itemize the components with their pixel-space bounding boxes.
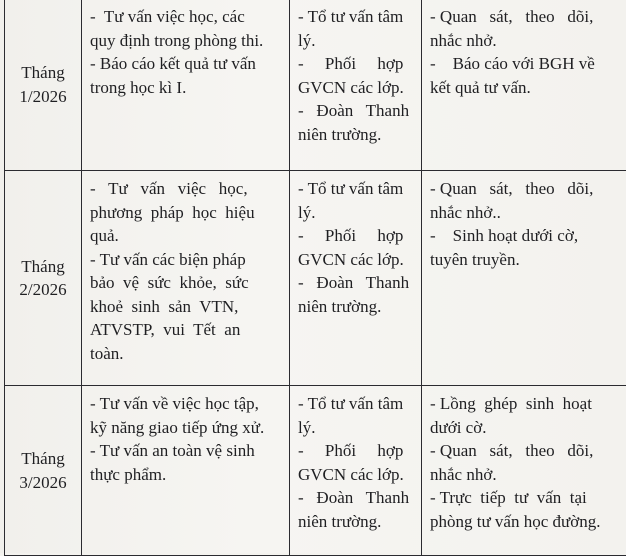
text-line: lý. [298, 201, 415, 225]
text-line: nhắc nhở.. [430, 201, 620, 225]
text-line: quy định trong phòng thi. [90, 29, 283, 53]
text-line: nhắc nhở. [430, 29, 620, 53]
month-label-line: Tháng [7, 61, 79, 85]
text-line: - Báo cáo kết quả tư vấn [90, 52, 283, 76]
text-line: - Đoàn Thanh [298, 99, 415, 123]
activities-cell [82, 386, 290, 556]
text-line: - Tư vấn về việc học tập, [90, 392, 283, 416]
text-line: GVCN các lớp. [298, 463, 415, 487]
list-item [430, 392, 620, 439]
text-line: - Tư vấn việc học, các [90, 5, 283, 29]
list-item [298, 5, 415, 52]
list-item [298, 486, 415, 533]
text-line: phương pháp học hiệu [90, 201, 283, 225]
table-row [5, 0, 626, 171]
list-item [298, 52, 415, 99]
evaluation-cell [422, 171, 626, 386]
text-line: - Tổ tư vấn tâm [298, 5, 415, 29]
coordination-cell [290, 171, 422, 386]
table-row [5, 171, 626, 386]
counseling-plan-table [4, 0, 626, 556]
coordination-cell [290, 0, 422, 171]
table-body [5, 0, 626, 556]
list-item [298, 177, 415, 224]
text-line: bảo vệ sức khỏe, sức [90, 271, 283, 295]
text-line: - Đoàn Thanh [298, 271, 415, 295]
list-item [90, 392, 283, 439]
text-line: - Tư vấn việc học, [90, 177, 283, 201]
month-label-line: 1/2026 [7, 85, 79, 109]
evaluation-cell [422, 0, 626, 171]
text-line: - Phối hợp [298, 224, 415, 248]
list-item [430, 486, 620, 533]
list-item [430, 224, 620, 271]
list-item [90, 177, 283, 248]
text-line: niên trường. [298, 510, 415, 534]
text-line: niên trường. [298, 123, 415, 147]
text-line: - Tổ tư vấn tâm [298, 392, 415, 416]
text-line: - Sinh hoạt dưới cờ, [430, 224, 620, 248]
text-line: - Đoàn Thanh [298, 486, 415, 510]
activities-cell [82, 171, 290, 386]
list-item [298, 271, 415, 318]
coordination-cell [290, 386, 422, 556]
list-item [298, 439, 415, 486]
month-label-line: 3/2026 [7, 471, 79, 495]
list-item [430, 177, 620, 224]
list-item [298, 224, 415, 271]
text-line: - Tư vấn các biện pháp [90, 248, 283, 272]
table-row [5, 386, 626, 556]
text-line: - Lồng ghép sinh hoạt [430, 392, 620, 416]
month-cell [5, 0, 82, 171]
text-line: ATVSTP, vui Tết an [90, 318, 283, 342]
month-cell [5, 171, 82, 386]
text-line: - Trực tiếp tư vấn tại [430, 486, 620, 510]
text-line: lý. [298, 416, 415, 440]
text-line: - Tư vấn an toàn vệ sinh [90, 439, 283, 463]
text-line: nhắc nhở. [430, 463, 620, 487]
list-item [90, 5, 283, 52]
text-line: - Quan sát, theo dõi, [430, 5, 620, 29]
text-line: quả. [90, 224, 283, 248]
text-line: - Quan sát, theo dõi, [430, 177, 620, 201]
text-line: niên trường. [298, 295, 415, 319]
text-line: - Quan sát, theo dõi, [430, 439, 620, 463]
month-label-line: 2/2026 [7, 278, 79, 302]
text-line: phòng tư vấn học đường. [430, 510, 620, 534]
list-item [298, 99, 415, 146]
list-item [430, 439, 620, 486]
evaluation-cell [422, 386, 626, 556]
list-item [90, 439, 283, 486]
list-item [298, 392, 415, 439]
list-item [90, 52, 283, 99]
text-line: - Tổ tư vấn tâm [298, 177, 415, 201]
activities-cell [82, 0, 290, 171]
text-line: kỹ năng giao tiếp ứng xử. [90, 416, 283, 440]
text-line: - Báo cáo với BGH về [430, 52, 620, 76]
text-line: lý. [298, 29, 415, 53]
text-line: trong học kì I. [90, 76, 283, 100]
text-line: thực phẩm. [90, 463, 283, 487]
list-item [430, 52, 620, 99]
text-line: tuyên truyền. [430, 248, 620, 272]
text-line: toàn. [90, 342, 283, 366]
text-line: GVCN các lớp. [298, 76, 415, 100]
text-line: GVCN các lớp. [298, 248, 415, 272]
month-label-line: Tháng [7, 447, 79, 471]
text-line: kết quả tư vấn. [430, 76, 620, 100]
text-line: dưới cờ. [430, 416, 620, 440]
list-item [430, 5, 620, 52]
month-label-line: Tháng [7, 255, 79, 279]
list-item [90, 248, 283, 366]
month-cell [5, 386, 82, 556]
text-line: khoẻ sinh sản VTN, [90, 295, 283, 319]
text-line: - Phối hợp [298, 439, 415, 463]
text-line: - Phối hợp [298, 52, 415, 76]
